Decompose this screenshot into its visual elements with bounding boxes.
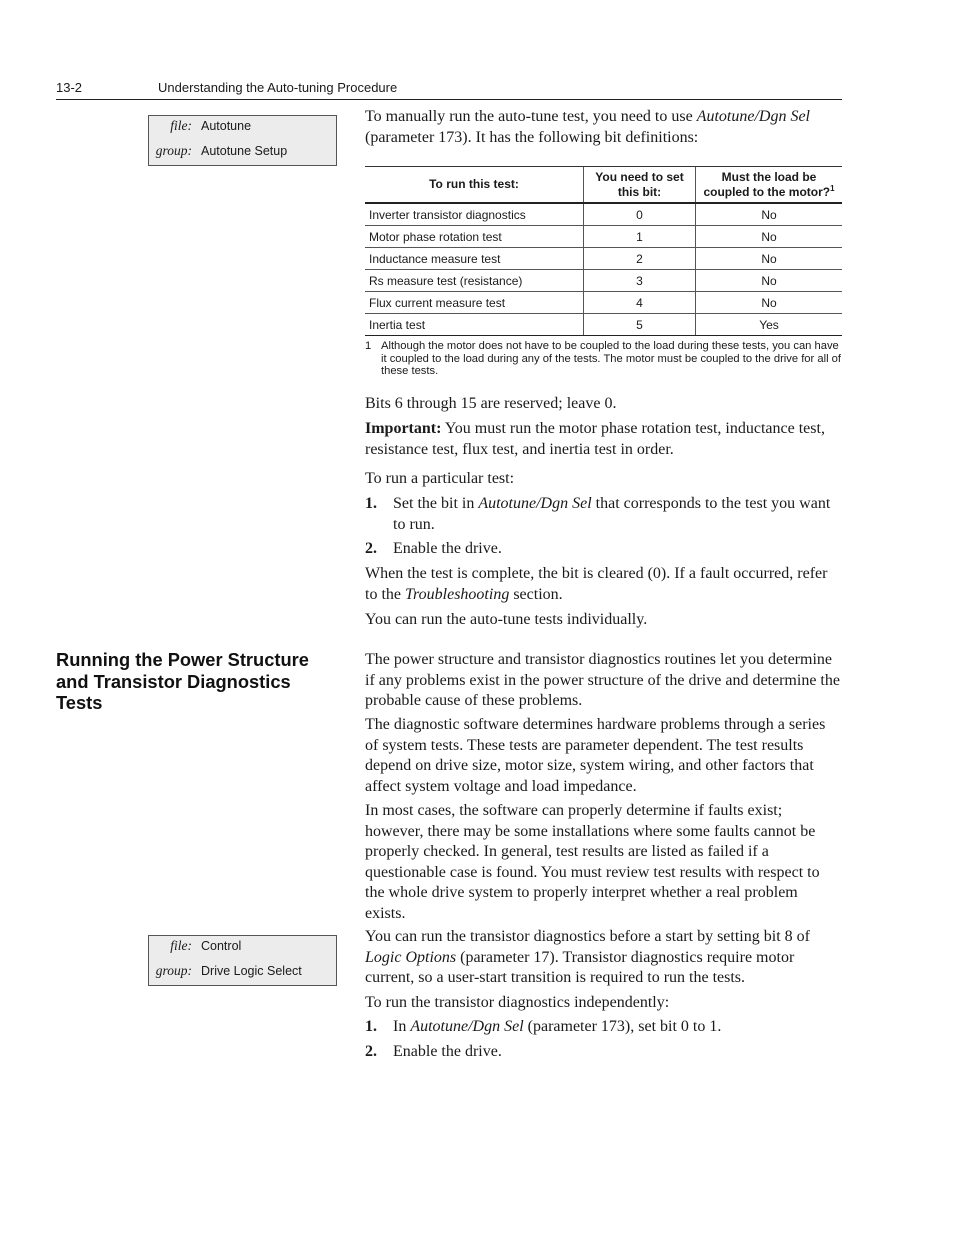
important-note: Important: You must run the motor phase rotation test, inductance test, resistance test, flux test, and inertia test in order. <box>365 420 825 458</box>
test-complete-paragraph: When the test is complete, the bit is cleared (0). If a fault occurred, refer to the Troubleshooting section. <box>365 565 828 603</box>
page-header <box>56 80 842 100</box>
file-label: file: <box>170 938 192 953</box>
intro-paragraph: To manually run the auto-tune test, you need to use Autotune/Dgn Sel (parameter 173). It has the following bit definitions: <box>365 108 810 146</box>
test-name-cell: Flux current measure test <box>365 292 584 314</box>
table-row <box>365 292 842 314</box>
load-coupled-cell: No <box>696 270 843 292</box>
parameter-location-box-autotune <box>148 115 337 166</box>
diagnostics-paragraph-1: The power structure and transistor diagnostics routines let you determine if any problems exist in the power structure of the drive and determine the probable cause of these problems. <box>365 651 840 709</box>
table-header-row <box>365 167 842 204</box>
reserved-bits-note: Bits 6 through 15 are reserved; leave 0. <box>365 395 617 412</box>
test-name-cell: Inductance measure test <box>365 248 584 270</box>
column-header-load: Must the load be coupled to the motor?$^1$ <box>696 167 843 204</box>
bit-cell: 1 <box>584 226 696 248</box>
load-coupled-cell: Yes <box>696 314 843 336</box>
test-name-cell: Inverter transistor diagnostics <box>365 203 584 226</box>
file-label: file: <box>170 118 192 133</box>
footnote-number: 1 <box>365 340 372 352</box>
file-value: Control <box>201 939 242 953</box>
parameter-location-box-control <box>148 935 337 986</box>
individually-note: You can run the auto-tune tests individually. <box>365 611 648 628</box>
section-heading: Running the Power Structure and Transistor Diagnostics Tests <box>56 649 309 713</box>
table-row <box>365 248 842 270</box>
run-independently-intro: To run the transistor diagnostics independently: <box>365 994 670 1011</box>
file-value: Autotune <box>201 119 252 133</box>
bit-cell: 4 <box>584 292 696 314</box>
bit-cell: 2 <box>584 248 696 270</box>
load-coupled-cell: No <box>696 203 843 226</box>
group-value: Autotune Setup <box>201 144 288 158</box>
footnote-text: Although the motor does not have to be coupled to the load during these tests, you can have it coupled to the load during any of the tests. The motor must be coupled to the drive for all of these tests. <box>381 340 841 377</box>
table-row <box>365 314 842 336</box>
test-name-cell: Inertia test <box>365 314 584 336</box>
diagnostics-paragraph-3: In most cases, the software can properly determine if faults exist; however, there may be some installations where some faults cannot be properly checked. In general, test results are listed as failed if a questionable case is found. You must review test results with respect to the whole drive system to properly interpret whether a real problem exists. <box>365 802 820 922</box>
chapter-title: Understanding the Auto-tuning Procedure <box>158 80 398 95</box>
group-label: group: <box>155 143 192 158</box>
bit-cell: 0 <box>584 203 696 226</box>
group-label: group: <box>155 963 192 978</box>
run-particular-test-intro: To run a particular test: <box>365 470 515 487</box>
footnote-mark: 1 <box>830 183 835 193</box>
load-coupled-cell: No <box>696 248 843 270</box>
bit-cell: 5 <box>584 314 696 336</box>
test-name-cell: Rs measure test (resistance) <box>365 270 584 292</box>
page-number: 13-2 <box>56 80 83 95</box>
table-row <box>365 203 842 226</box>
table-row <box>365 226 842 248</box>
group-value: Drive Logic Select <box>201 964 302 978</box>
column-header-bit: You need to set this bit: <box>584 167 696 204</box>
column-header-test: To run this test: <box>365 167 584 204</box>
diagnostics-paragraph-2: The diagnostic software determines hardware problems through a series of system tests. These tests are parameter dependent. The test results depend on drive size, motor size, system wiring, and other factors that affect system voltage and load impedance. <box>365 716 826 795</box>
test-name-cell: Motor phase rotation test <box>365 226 584 248</box>
diagnostics-paragraph-4: You can run the transistor diagnostics before a start by setting bit 8 of Logic Options (parameter 17). Transistor diagnostics require motor current, so a user-start transition is required to run the tests. <box>365 928 810 986</box>
load-coupled-cell: No <box>696 292 843 314</box>
table-row <box>365 270 842 292</box>
load-coupled-cell: No <box>696 226 843 248</box>
bit-definition-table <box>365 166 842 336</box>
bit-cell: 3 <box>584 270 696 292</box>
